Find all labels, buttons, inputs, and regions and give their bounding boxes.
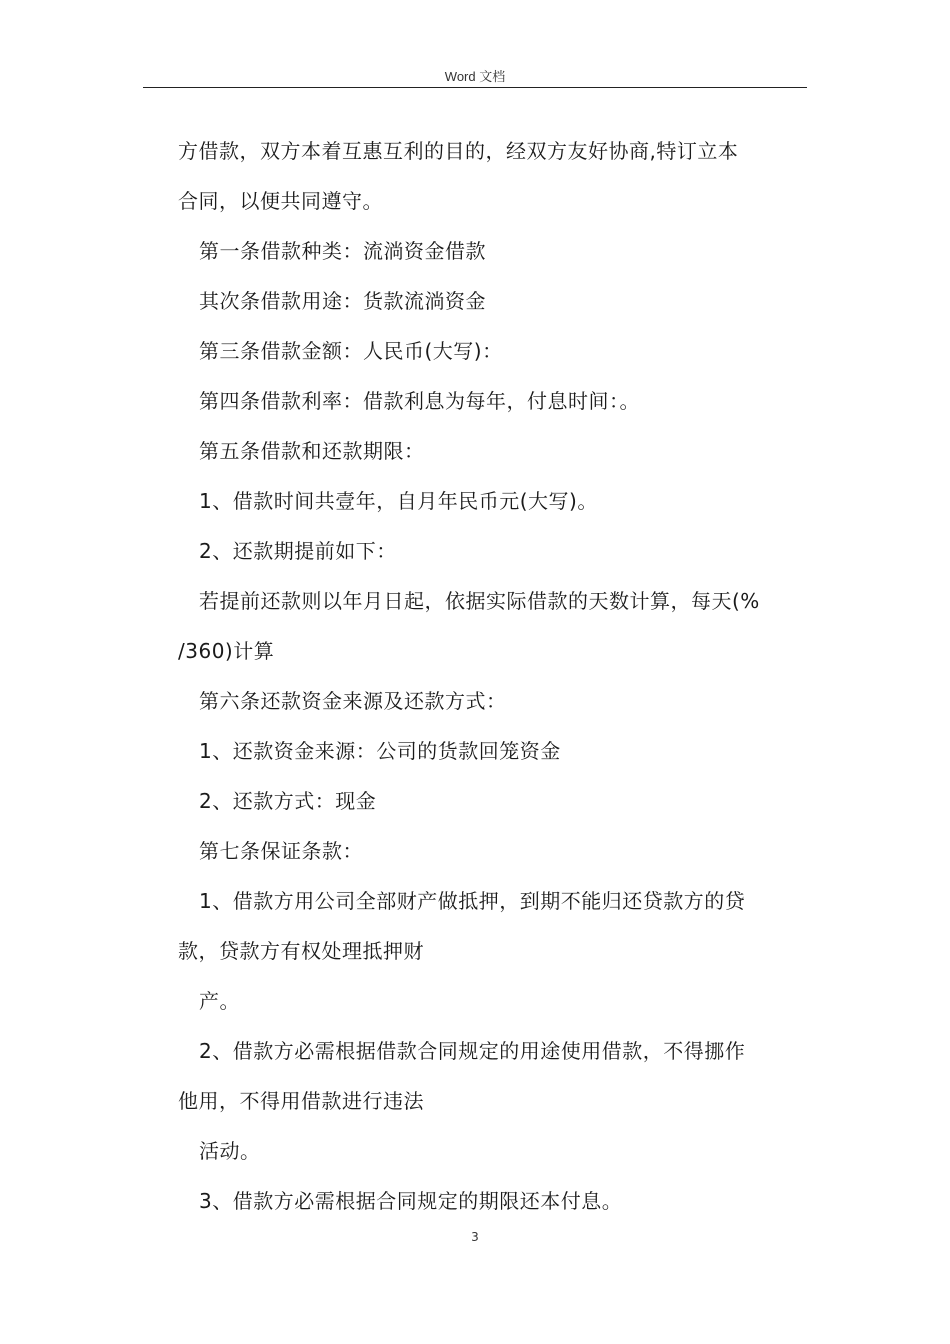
text-line: 1、借款时间共壹年，自月年民币元(大写)。: [199, 489, 598, 513]
text-line: 合同，以便共同遵守。: [178, 189, 383, 213]
page-number: 3: [471, 1230, 479, 1244]
text-line: 1、借款方用公司全部财产做抵押，到期不能归还贷款方的贷: [199, 889, 746, 913]
text-line: /360)计算: [178, 639, 275, 663]
text-line: 第五条借款和还款期限：: [199, 439, 425, 463]
text-line: 款，贷款方有权处理抵押财: [178, 939, 424, 963]
text-line: 第七条保证条款：: [199, 839, 363, 863]
text-line: 方借款，双方本着互惠互利的目的，经双方友好协商,特订立本: [178, 139, 739, 163]
text-line: 产。: [199, 989, 240, 1013]
text-line: 他用，不得用借款进行违法: [178, 1089, 424, 1113]
document-body: [178, 126, 808, 1226]
text-line: 若提前还款则以年月日起，依据实际借款的天数计算，每天(%: [199, 589, 760, 613]
header-divider: [143, 87, 807, 88]
text-line: 3、借款方必需根据合同规定的期限还本付息。: [199, 1189, 623, 1213]
text-line: 2、还款期提前如下：: [199, 539, 397, 563]
text-line: 1、还款资金来源：公司的货款回笼资金: [199, 739, 561, 763]
page-header: Word 文档: [444, 69, 506, 84]
text-line: 第三条借款金额：人民币(大写)：: [199, 339, 503, 363]
text-line: 其次条借款用途：货款流淌资金: [199, 289, 486, 313]
text-line: 第四条借款利率：借款利息为每年，付息时间：。: [199, 389, 640, 413]
text-line: 2、借款方必需根据借款合同规定的用途使用借款，不得挪作: [199, 1039, 746, 1063]
text-line: 2、还款方式：现金: [199, 789, 377, 813]
text-line: 第六条还款资金来源及还款方式：: [199, 689, 507, 713]
text-line: 活动。: [199, 1139, 261, 1163]
text-line: 第一条借款种类：流淌资金借款: [199, 239, 486, 263]
